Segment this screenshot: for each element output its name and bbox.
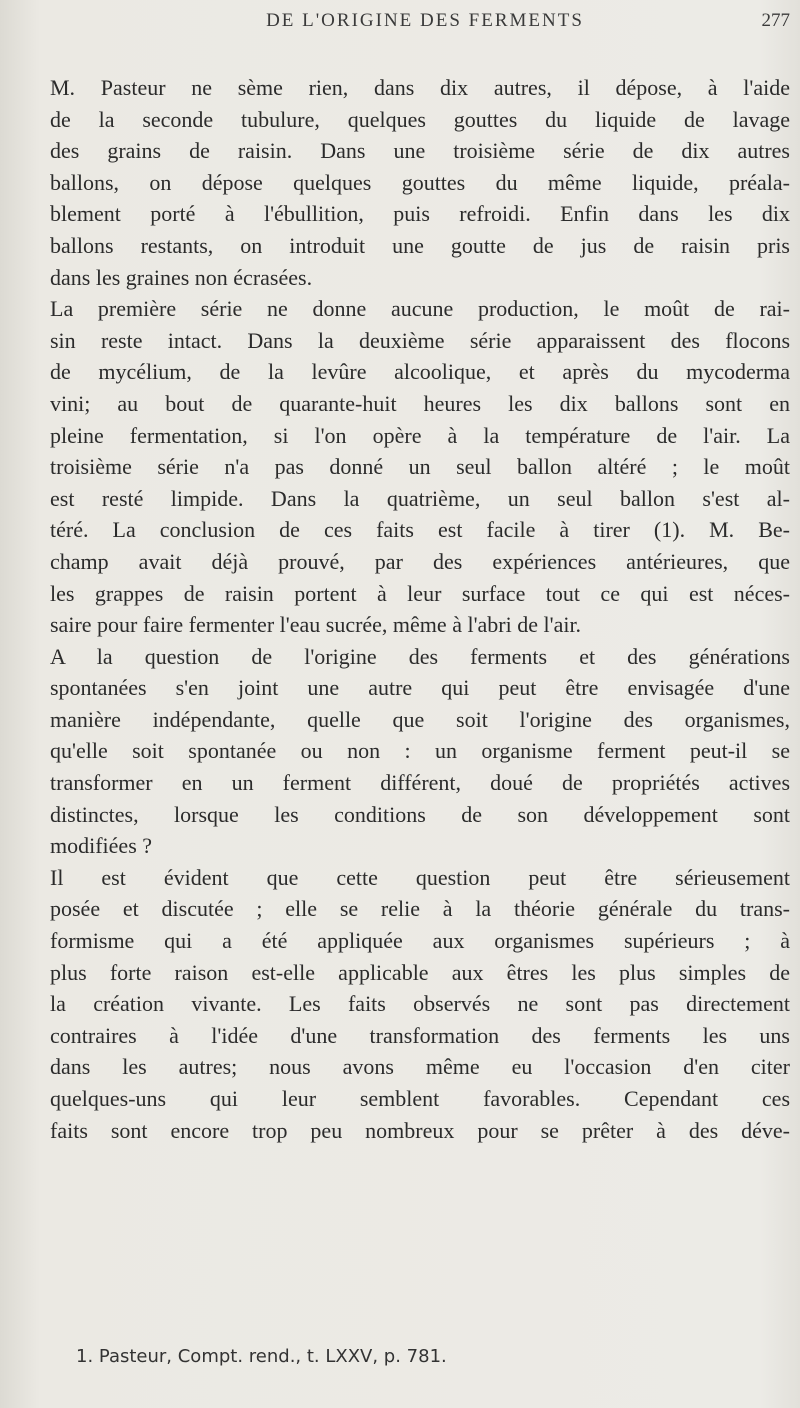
- text-line: transformer en un ferment différent, doué de propriétés actives: [50, 770, 790, 796]
- text-line: des grains de raisin. Dans une troisième série de dix autres: [50, 138, 790, 164]
- text-line: plus forte raison est-elle applicable aux êtres les plus simples de: [50, 959, 790, 985]
- text-line: ballons restants, on introduit une goutte de jus de raisin pris: [50, 232, 790, 258]
- page-number: 277: [761, 10, 790, 31]
- text-line: de mycélium, de la levûre alcoolique, et après du mycoderma: [50, 359, 790, 385]
- text-line: saire pour faire fermenter l'eau sucrée, même à l'abri de l'air.: [50, 612, 582, 638]
- text-line: qu'elle soit spontanée ou non : un organisme ferment peut-il se: [50, 738, 790, 764]
- paragraph-4: [50, 862, 790, 1146]
- text-line: dans les autres; nous avons même eu l'occasion d'en citer: [50, 1054, 790, 1080]
- paragraph-3: [50, 641, 790, 862]
- text-line: modifiées ?: [50, 833, 153, 859]
- text-line: ballons, on dépose quelques gouttes du même liquide, préala-: [50, 169, 790, 195]
- text-line: A la question de l'origine des ferments et des générations: [50, 643, 790, 669]
- text-line: posée et discutée ; elle se relie à la théorie générale du trans-: [50, 896, 790, 922]
- text-line: Il est évident que cette question peut être sérieusement: [50, 864, 790, 890]
- page-header: [60, 8, 790, 40]
- text-line: les grappes de raisin portent à leur surface tout ce qui est néces-: [50, 580, 790, 606]
- text-line: pleine fermentation, si l'on opère à la température de l'air. La: [50, 422, 790, 448]
- text-line: M. Pasteur ne sème rien, dans dix autres, il dépose, à l'aide: [50, 75, 790, 100]
- body-text: [50, 72, 790, 1146]
- text-line: champ avait déjà prouvé, par des expériences antérieures, que: [50, 548, 790, 574]
- text-line: est resté limpide. Dans la quatrième, un seul ballon s'est al-: [50, 485, 790, 511]
- text-line: sin reste intact. Dans la deuxième série apparaissent des flocons: [50, 327, 790, 353]
- footnote: 1. Pasteur, Compt. rend., t. LXXV, p. 781.: [76, 1346, 447, 1367]
- text-line: dans les graines non écrasées.: [50, 264, 313, 290]
- text-line: quelques-uns qui leur semblent favorables. Cependant ces: [50, 1086, 790, 1111]
- text-line: la création vivante. Les faits observés ne sont pas directement: [50, 991, 790, 1017]
- text-line: de la seconde tubulure, quelques gouttes du liquide de lavage: [50, 106, 790, 132]
- text-line: distinctes, lorsque les conditions de son développement sont: [50, 801, 790, 827]
- text-line: spontanées s'en joint une autre qui peut être envisagée d'une: [50, 675, 790, 701]
- text-line: blement porté à l'ébullition, puis refroidi. Enfin dans les dix: [50, 201, 790, 227]
- text-line: téré. La conclusion de ces faits est facile à tirer (1). M. Be-: [50, 517, 790, 543]
- text-line: faits sont encore trop peu nombreux pour se prêter à des déve-: [50, 1117, 790, 1143]
- running-title: DE L'ORIGINE DES FERMENTS: [266, 10, 584, 31]
- text-line: La première série ne donne aucune production, le moût de rai-: [50, 296, 790, 322]
- paragraph-1: [50, 72, 790, 293]
- text-line: troisième série n'a pas donné un seul ballon altéré ; le moût: [50, 454, 790, 480]
- text-line: formisme qui a été appliquée aux organismes supérieurs ; à: [50, 928, 790, 954]
- text-line: contraires à l'idée d'une transformation des ferments les uns: [50, 1022, 790, 1048]
- paragraph-2: [50, 293, 790, 641]
- text-line: vini; au bout de quarante-huit heures les dix ballons sont en: [50, 390, 790, 416]
- text-line: manière indépendante, quelle que soit l'origine des organismes,: [50, 706, 790, 732]
